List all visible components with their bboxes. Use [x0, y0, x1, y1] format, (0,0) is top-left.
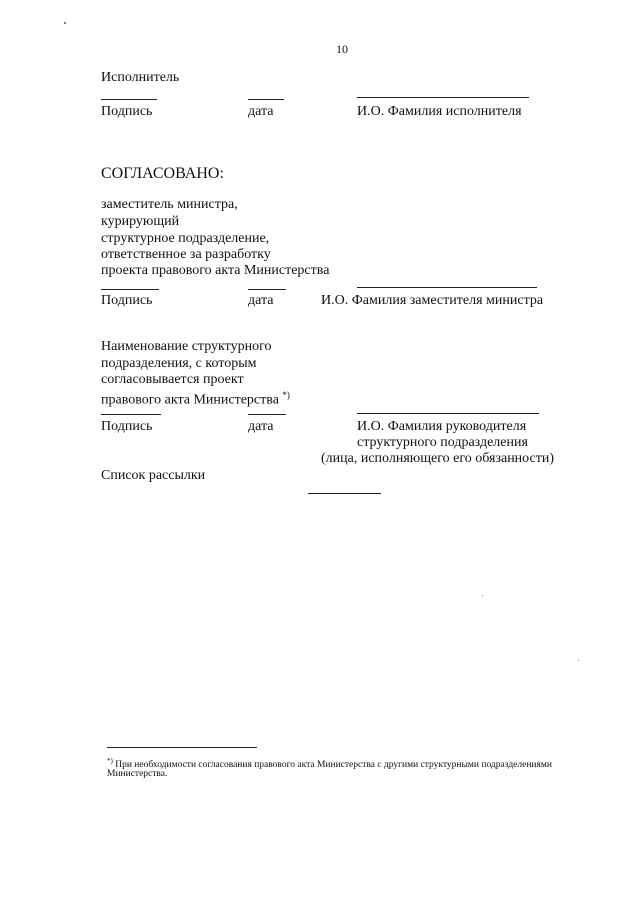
- unit-line: подразделения, с которым: [101, 356, 257, 371]
- page-number: 10: [336, 42, 348, 56]
- deputy-line: проекта правового акта Министерства: [101, 263, 330, 278]
- deputy-name-label: И.О. Фамилия заместителя министра: [321, 293, 544, 308]
- unit-line: Наименование структурного: [101, 339, 272, 354]
- unit-date-line: [248, 414, 286, 415]
- unit-line: правового акта Министерства: [101, 392, 279, 408]
- deputy-line: структурное подразделение,: [101, 231, 270, 246]
- footnote-line1: При необходимости согласования правового акта Министерства с другими структурными подразделениями: [115, 760, 552, 771]
- footnote-text: [107, 755, 552, 772]
- unit-signature-label: Подпись: [101, 419, 153, 434]
- executor-heading: Исполнитель: [101, 70, 180, 85]
- unit-date-label: дата: [248, 419, 274, 434]
- executor-date-label: дата: [248, 104, 274, 119]
- executor-name-line: [357, 97, 529, 98]
- executor-signature-line: [101, 99, 157, 100]
- deputy-signature-line: [101, 289, 159, 290]
- scan-speck: [482, 595, 483, 596]
- executor-date-line: [248, 99, 284, 100]
- unit-last-line: [101, 387, 290, 409]
- deputy-line: заместитель министра,: [101, 197, 238, 212]
- footnote-line2: Министерства.: [107, 769, 168, 779]
- scan-speck: [64, 22, 66, 24]
- executor-signature-label: Подпись: [101, 104, 153, 119]
- unit-footnote-mark: *): [282, 390, 290, 400]
- unit-line: согласовывается проект: [101, 372, 244, 387]
- approved-heading: СОГЛАСОВАНО:: [101, 165, 224, 182]
- deputy-signature-label: Подпись: [101, 293, 153, 308]
- distribution-label: Список рассылки: [101, 468, 206, 483]
- footnote-separator: [107, 747, 257, 748]
- deputy-date-label: дата: [248, 293, 274, 308]
- deputy-name-line: [357, 287, 537, 288]
- unit-name-label: И.О. Фамилия руководителя: [357, 419, 527, 434]
- deputy-line: курирующий: [101, 214, 180, 229]
- unit-name-label: структурного подразделения: [357, 435, 528, 450]
- deputy-date-line: [248, 289, 286, 290]
- footnote-mark: *): [107, 757, 113, 765]
- unit-name-line: [357, 413, 539, 414]
- scan-speck: [578, 660, 579, 661]
- unit-name-label: (лица, исполняющего его обязанности): [321, 451, 555, 466]
- deputy-line: ответственное за разработку: [101, 247, 271, 262]
- end-line: [308, 493, 381, 494]
- unit-signature-line: [101, 414, 161, 415]
- executor-name-label: И.О. Фамилия исполнителя: [357, 104, 522, 119]
